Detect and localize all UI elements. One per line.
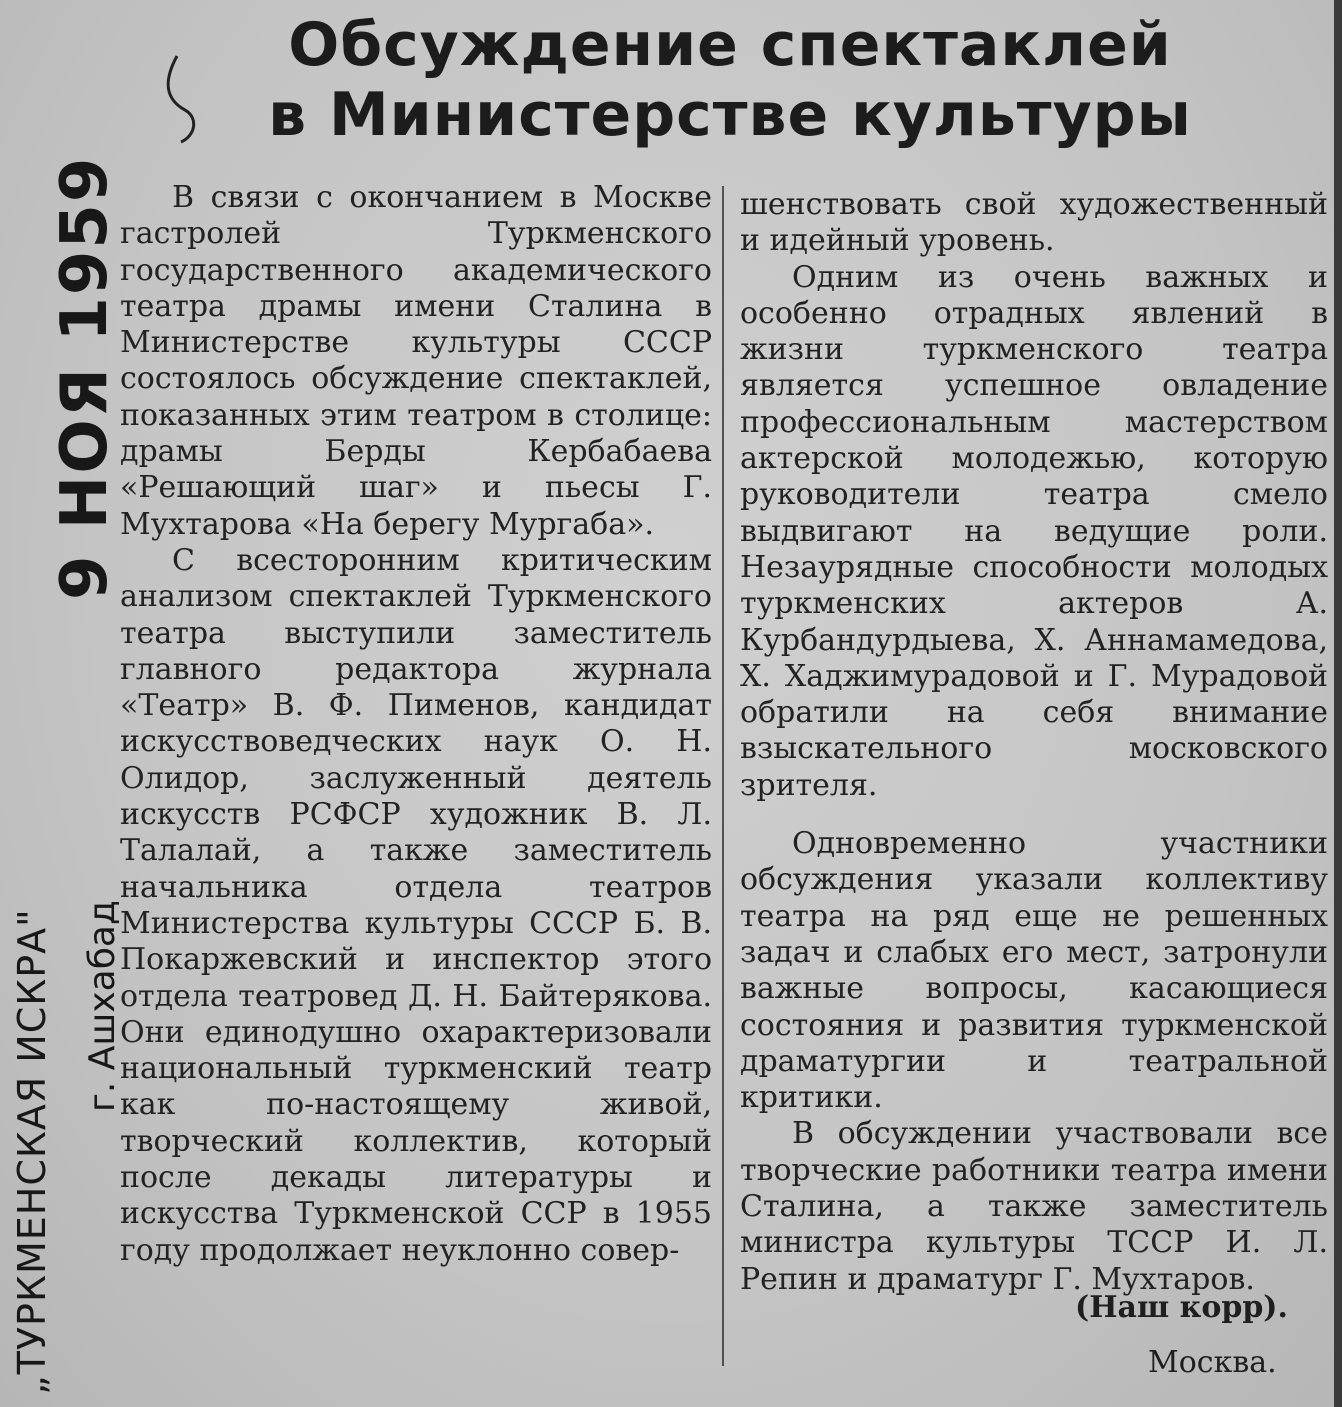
article-left-column — [120, 180, 712, 1269]
headline-line-1: Обсуждение спектаклей — [288, 10, 1172, 80]
byline: (Наш корр). — [1075, 1290, 1288, 1325]
date-stamp: 9 НОЯ 1959 — [48, 155, 122, 600]
paragraph: Одним из очень важных и особенно отрадных явлений в жизни туркменского театра является успешное овладение профессиональным мастерством актерской молодежью, которую руководители театра смело выдвигают на ведущие роли. Незаурядные способности молодых туркменских актеров А. Курбандурдыева, Х. Аннамамедова, Х. Хаджимурадовой и Г. Мурадовой обратили на себя внимание взыскательного московского зрителя. — [740, 259, 1328, 803]
dateline: Москва. — [1148, 1345, 1277, 1380]
article-right-column — [740, 187, 1328, 1298]
newspaper-name-stamp: „ТУРКМЕНСКАЯ ИСКРА" — [10, 908, 54, 1395]
paragraph: В обсуждении участвовали все творческие работники театра имени Сталина, а также заместитель министра культуры ТССР И. Л. Репин и драматург Г. Мухтаров. — [740, 1116, 1328, 1297]
place-stamp: г. Ашхабад — [82, 900, 123, 1112]
paragraph: Одновременно участники обсуждения указали коллективу театра на ряд еще не решенных задач и слабых его мест, затронули важные вопросы, касающиеся состояния и развития туркменской драматургии и театральной критики. — [740, 826, 1328, 1116]
handwritten-mark — [155, 48, 205, 148]
column-divider — [722, 186, 724, 1366]
paragraph: С всесторонним критическим анализом спектаклей Туркменского театра выступили заместитель главного редактора журнала «Театр» В. Ф. Пименов, кандидат искусствоведческих наук О. Н. Олидор, заслуженный деятель искусств РСФСР художник В. Л. Талалай, а также заместитель начальника отдела театров Министерства культуры СССР Б. В. Покаржевский и инспектор этого отдела театровед Д. Н. Байтерякова. Они единодушно охарактеризовали национальный туркменский театр как по-настоящему живой, творческий коллектив, который после декады литературы и искусства Туркменской ССР в 1955 году продолжает неуклонно совер- — [120, 542, 712, 1268]
headline-line-2: в Министерстве культуры — [268, 80, 1192, 150]
scan-edge — [1334, 0, 1342, 1407]
paragraph: В связи с окончанием в Москве гастролей Туркменского государственного академического театра драмы имени Сталина в Министерстве культуры СССР состоялось обсуждение спектаклей, показанных этим театром в столице: драмы Берды Кербабаева «Решающий шаг» и пьесы Г. Мухтарова «На берегу Мургаба». — [120, 180, 712, 542]
paragraph: шенствовать свой художественный и идейный уровень. — [740, 187, 1328, 259]
